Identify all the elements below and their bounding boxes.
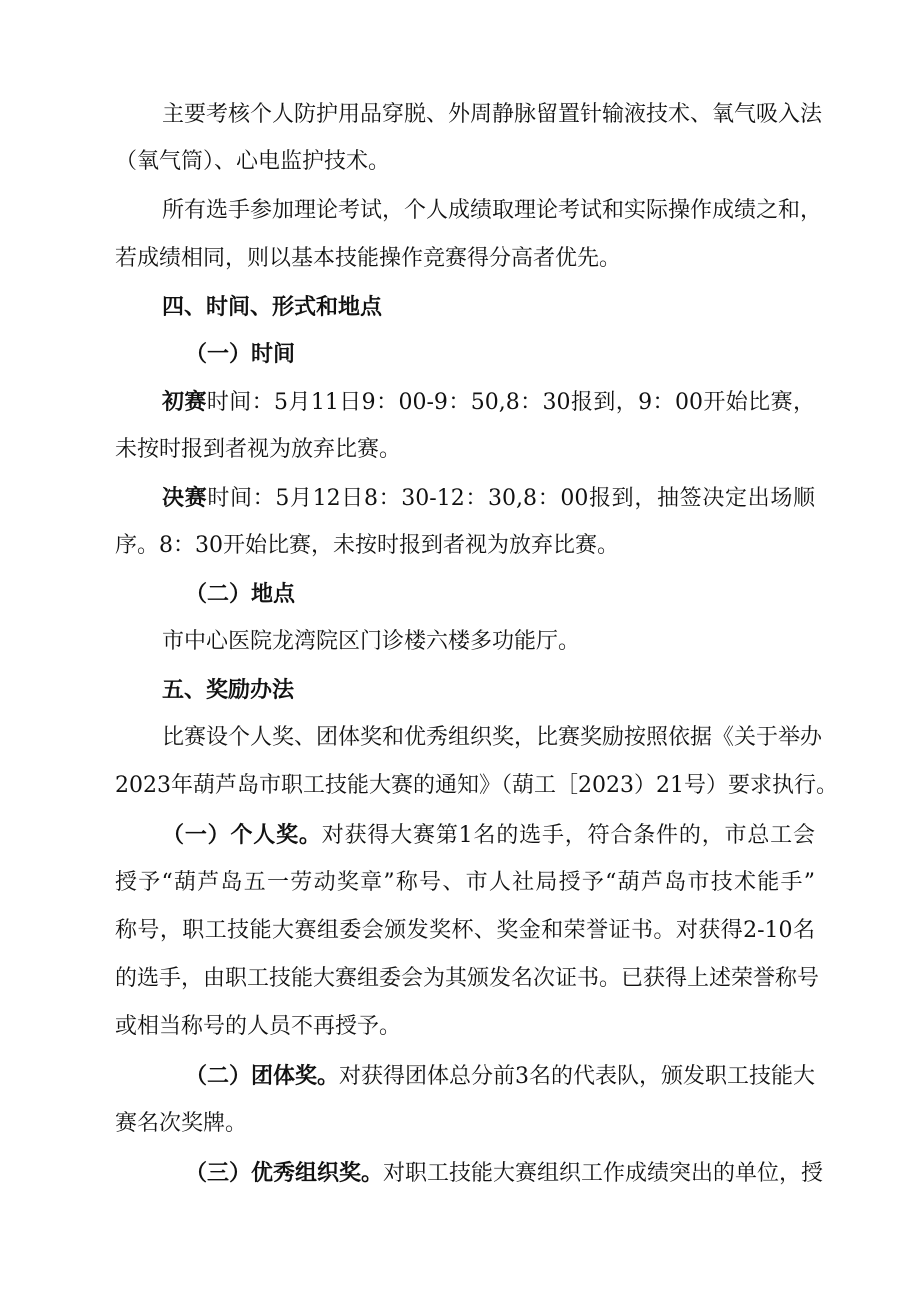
paragraph-line: 比赛设个人奖、团体奖和优秀组织奖，比赛奖励按照依据《关于举办 [162,725,823,750]
bold-lead: （三）优秀组织奖。 [185,1160,384,1186]
bold-lead: （一）个人奖。 [162,822,322,848]
paragraph-line [185,1158,824,1188]
paragraph-line [162,387,815,417]
paragraph-text: 时间：5月12日8：30-12：30,8：00报到，抽签决定出场顺 [207,486,815,511]
paragraph-text: 对获得团体总分前3名的代表队，颁发职工技能大 [339,1064,816,1089]
paragraph-line: 的选手，由职工技能大赛组委会为其颁发名次证书。已获得上述荣誉称号 [115,966,820,991]
paragraph-line: 若成绩相同，则以基本技能操作竞赛得分高者优先。 [115,246,622,271]
subsection-heading: （二）地点 [185,581,296,607]
paragraph-line [162,820,815,850]
paragraph-text: 对职工技能大赛组织工作成绩突出的单位，授 [383,1161,824,1186]
subsection-heading: （一）时间 [185,341,296,367]
paragraph-line: 或相当称号的人员不再授予。 [115,1014,402,1039]
paragraph-line: 2023年葫芦岛市职工技能大赛的通知》（葫工［2023）21号）要求执行。 [115,773,838,798]
paragraph-line: 主要考核个人防护用品穿脱、外周静脉留置针输液技术、氧气吸入法 [162,102,823,127]
paragraph-line: 市中心医院龙湾院区门诊楼六楼多功能厅。 [162,629,581,654]
paragraph-line: （氧气筒）、心电监护技术。 [115,149,391,174]
paragraph-text: 对获得大赛第1名的选手，符合条件的，市总工会 [321,823,815,848]
paragraph-line [162,483,815,513]
paragraph-line: 授予“葫芦岛五一劳动奖章”称号、市人社局授予“葫芦岛市技术能手” [115,870,815,895]
paragraph-text: 时间：5月11日9：00-9：50,8：30报到，9：00开始比赛， [206,390,815,415]
paragraph-line: 赛名次奖牌。 [115,1111,248,1136]
paragraph-line: 称号，职工技能大赛组委会颁发奖杯、奖金和荣誉证书。对获得2-10名 [115,918,815,943]
paragraph-line: 所有选手参加理论考试，个人成绩取理论考试和实际操作成绩之和， [162,198,823,223]
section-heading: 四、时间、形式和地点 [162,294,383,320]
bold-lead: 初赛 [162,389,207,415]
bold-lead: （二）团体奖。 [185,1063,340,1089]
paragraph-line: 序。8：30开始比赛，未按时报到者视为放弃比赛。 [115,533,619,558]
section-heading: 五、奖励办法 [162,677,295,703]
paragraph-line [185,1061,815,1091]
bold-lead: 决赛 [162,485,208,511]
paragraph-line: 未按时报到者视为放弃比赛。 [115,437,402,462]
